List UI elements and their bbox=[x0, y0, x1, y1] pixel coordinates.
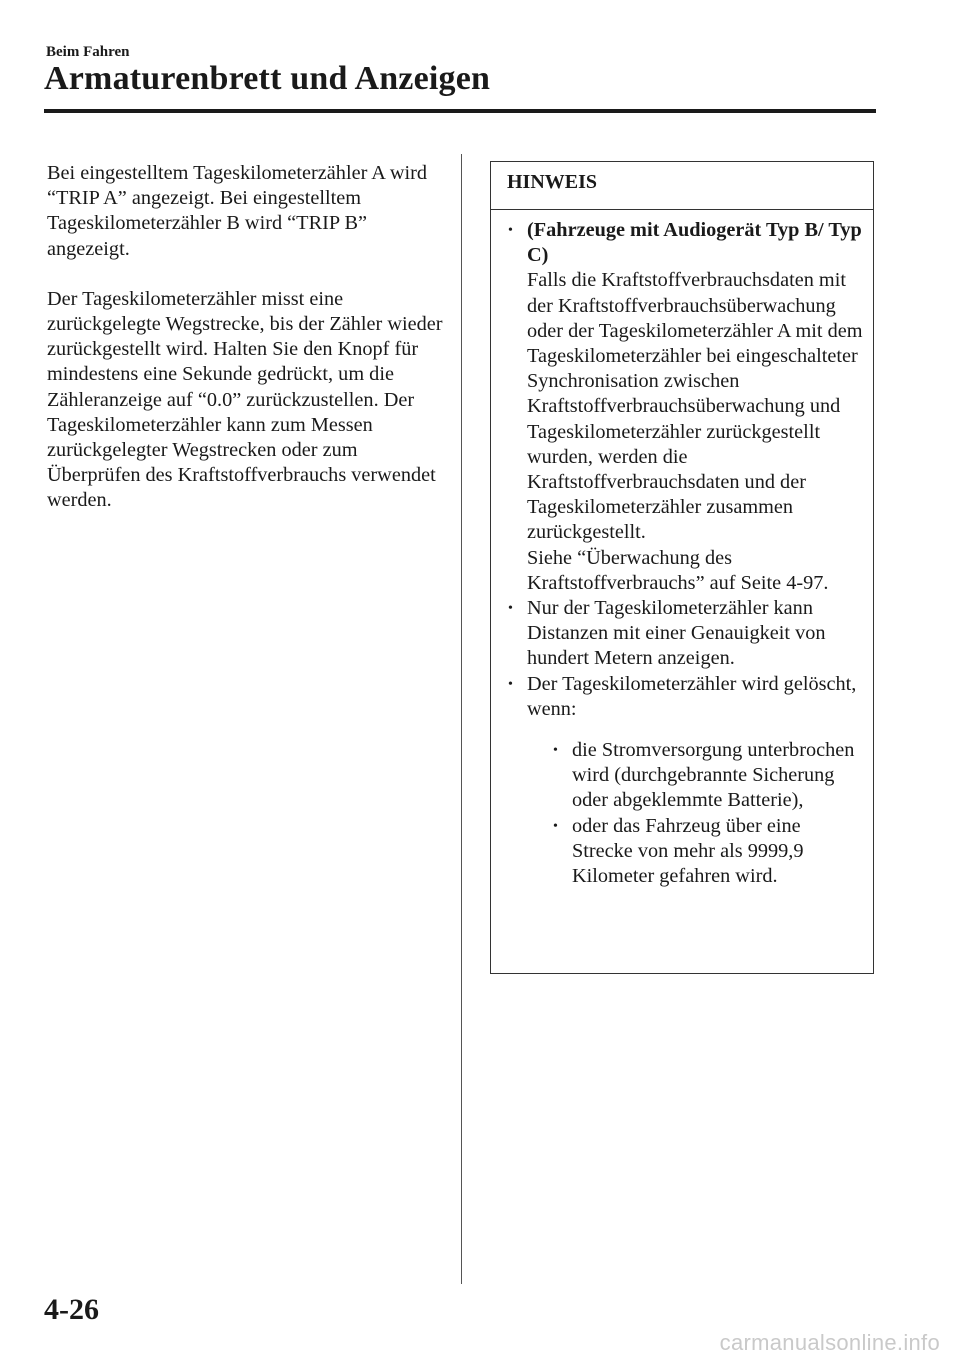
watermark: carmanualsonline.info bbox=[719, 1330, 940, 1355]
note-item-text: Nur der Tageskilometerzähler kann Distanzen mit einer Genauigkeit von hundert Metern anzeigen. bbox=[527, 597, 826, 670]
note-item-cleared bbox=[503, 672, 865, 890]
bullet-icon: • bbox=[508, 676, 513, 692]
note-heading: HINWEIS bbox=[491, 162, 873, 210]
sub-item-text: die Stromversorgung unterbrochen wird (durchgebrannte Sicherung oder abgeklemmte Batterie), bbox=[572, 739, 855, 812]
column-divider bbox=[461, 154, 462, 1284]
note-item-reference: Siehe “Überwachung des Kraftstoffverbrauchs” auf Seite 4-97. bbox=[527, 546, 829, 594]
note-item-precision bbox=[503, 596, 865, 672]
bullet-icon: • bbox=[508, 223, 513, 238]
bullet-icon: • bbox=[553, 743, 558, 759]
left-column bbox=[47, 161, 447, 514]
note-box bbox=[490, 161, 874, 974]
bullet-icon: • bbox=[553, 818, 558, 834]
sub-item-distance bbox=[548, 814, 865, 890]
paragraph-trip-display: Bei eingestelltem Tageskilometerzähler A wird “TRIP A” angezeigt. Bei eingestelltem Tageskilometerzähler B wird “TRIP B” angezeigt. bbox=[47, 162, 428, 260]
note-item-text: Falls die Kraftstoffverbrauchsdaten mit der Kraftstoffverbrauchsüberwachung oder der Tageskilometerzähler A mit dem Tageskilometerzähler bei eingeschalteter Synchronisation zwischen Kraftstoffverbrauchsüberwachung und Tageskilometerzähler zurückgestellt wurden, werden die Kraftstoffverbrauchsdaten und der Tageskilometerzähler zusammen zurückgestellt. bbox=[527, 269, 863, 544]
note-item-condition: (Fahrzeuge mit Audiogerät Typ B/ Typ C) bbox=[527, 219, 862, 267]
page-number: 4-26 bbox=[44, 1293, 99, 1326]
note-item-audio bbox=[503, 218, 865, 596]
sub-item-power bbox=[548, 738, 865, 814]
section-label: Beim Fahren bbox=[46, 44, 130, 60]
sub-item-text: oder das Fahrzeug über eine Strecke von mehr als 9999,9 Kilometer gefahren wird. bbox=[572, 814, 804, 888]
paragraph-trip-reset: Der Tageskilometerzähler misst eine zurückgelegte Wegstrecke, bis der Zähler wieder zurückgestellt wird. Halten Sie den Knopf für mindestens eine Sekunde gedrückt, um die Zähleranzeige auf “0.0” zurückzustellen. Der Tageskilometerzähler kann zum Messen zurückgelegter Wegstrecken oder zum Überprüfen des Kraftstoffverbrauchs verwendet werden. bbox=[47, 287, 443, 512]
sub-list bbox=[527, 738, 865, 889]
note-item-text: Der Tageskilometerzähler wird gelöscht, wenn: bbox=[527, 672, 857, 720]
page-title: Armaturenbrett und Anzeigen bbox=[44, 60, 491, 97]
title-rule bbox=[44, 109, 876, 113]
bullet-icon: • bbox=[508, 601, 513, 617]
note-body bbox=[491, 210, 873, 889]
